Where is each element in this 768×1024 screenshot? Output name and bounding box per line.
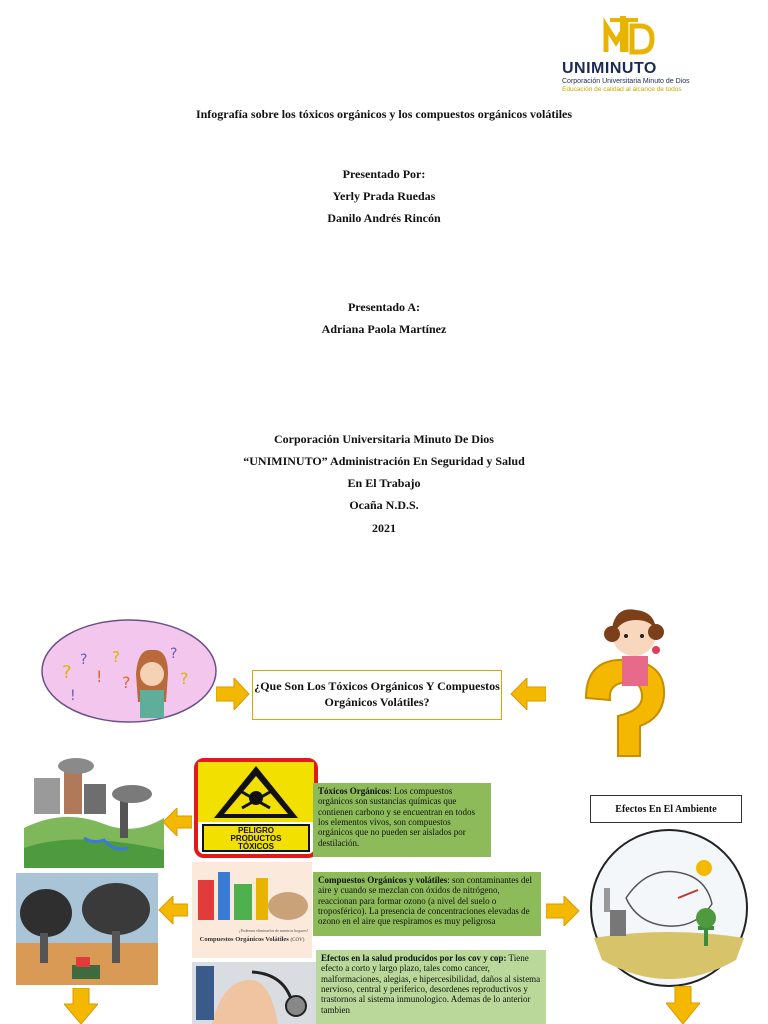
cleaning-products-icon	[192, 862, 312, 932]
efectos-salud-term: Efectos en la salud producidos por los cov y cop:	[321, 953, 507, 963]
warning-line: TÓXICOS	[237, 842, 274, 851]
health-checkup-image	[192, 962, 316, 1024]
arrow-left-icon	[162, 808, 192, 836]
logo-brand: UNIMINUTO	[562, 60, 657, 77]
cov-image-caption	[192, 936, 312, 943]
main-question: ¿Que Son Los Tóxicos Orgánicos Y Compuestos Orgánicos Volátiles?	[252, 670, 502, 720]
author-name: Danilo Andrés Rincón	[327, 211, 441, 225]
efectos-salud-definition: Tiene efecto a corto y largo plazo, tales como cancer, malformaciones, alegias, e hipercesibilidad, daños al sistema nervioso, central y periferico, desordenes reproductivos y trastornos al sistema inmunologico. Ademas de lo anterior tambien	[321, 953, 541, 1015]
cov-products-image	[192, 862, 312, 958]
presented-to-label: Presentado A:	[347, 300, 421, 314]
institution-line: 2021	[372, 521, 396, 535]
presented-by-label: Presentado Por:	[342, 167, 426, 181]
svg-text:!: !	[70, 688, 76, 704]
arrow-left-icon	[510, 678, 546, 710]
toxic-warning-sign	[194, 758, 318, 858]
toxicos-term: Tóxicos Orgánicos	[318, 786, 390, 796]
institution-line: Corporación Universitaria Minuto De Dios	[274, 432, 494, 446]
svg-text:!: !	[96, 667, 103, 686]
efectos-salud-box	[316, 950, 546, 1024]
arrow-right-icon	[216, 678, 250, 710]
arrow-down-icon	[666, 986, 700, 1024]
skull-hazard-icon	[198, 762, 314, 822]
svg-text:?: ?	[180, 669, 189, 688]
thinking-woman-illustration	[40, 618, 218, 724]
logo-tagline: Educación de calidad al alcance de todos	[562, 86, 682, 93]
cov-image-subcaption: ¡Podemos eliminarlos de nuestros hogares!	[239, 928, 308, 933]
uniminuto-logo	[560, 12, 700, 93]
arrow-right-icon	[546, 896, 580, 926]
arrow-down-icon	[64, 988, 98, 1024]
warning-line: PRODUCTOS	[230, 834, 282, 843]
warning-line: PELIGRO	[237, 826, 274, 835]
toxicos-definition: : Los compuestos orgánicos son sustancias químicas que contienen carbono y se encuentran en todos los elementos vivos, son compuestos orgánicos que no pueden ser aislados por destilación.	[318, 786, 475, 848]
md-logo-icon	[560, 12, 700, 62]
smoke-pollution-illustration	[16, 873, 158, 985]
institution-line: Ocaña N.D.S.	[349, 498, 419, 512]
cov-image-caption-suffix: (COV)	[290, 938, 305, 943]
svg-text:?: ?	[80, 652, 88, 668]
teacher-name: Adriana Paola Martínez	[321, 322, 447, 336]
cov-image-caption-text: Compuestos Orgánicos Volátiles	[199, 936, 289, 943]
compuestos-term: Compuestos Orgánicos y volátiles	[318, 875, 448, 885]
atmospheric-cycle-diagram	[586, 828, 752, 988]
pollution-landscape-illustration	[24, 758, 164, 868]
compuestos-volatiles-box	[313, 872, 541, 936]
document-title: Infografía sobre los tóxicos orgánicos y los compuestos orgánicos volátiles	[195, 107, 573, 121]
environment-effects-title: Efectos En El Ambiente	[590, 795, 742, 823]
institution-line: En El Trabajo	[347, 476, 421, 490]
toxicos-organicos-box	[313, 783, 491, 857]
institution-line: “UNIMINUTO” Administración En Seguridad y Salud	[243, 454, 525, 468]
girl-question-illustration	[556, 598, 700, 758]
arrow-left-icon	[158, 896, 188, 924]
svg-text:?: ?	[112, 648, 120, 666]
compuestos-definition: : son contaminantes del aire y cuando se mezclan con óxidos de nitrógeno, reaccionan para formar ozono (a nivel del suelo o troposférico). La presencia de concentraciones elevadas de ozono en el aire que respiramos es muy peligrosa	[318, 875, 532, 927]
logo-subtitle: Corporación Universitaria Minuto de Dios	[562, 78, 690, 85]
svg-text:?: ?	[170, 646, 178, 662]
svg-text:?: ?	[122, 673, 131, 692]
author-name: Yerly Prada Ruedas	[332, 189, 436, 203]
svg-text:?: ?	[62, 662, 72, 683]
